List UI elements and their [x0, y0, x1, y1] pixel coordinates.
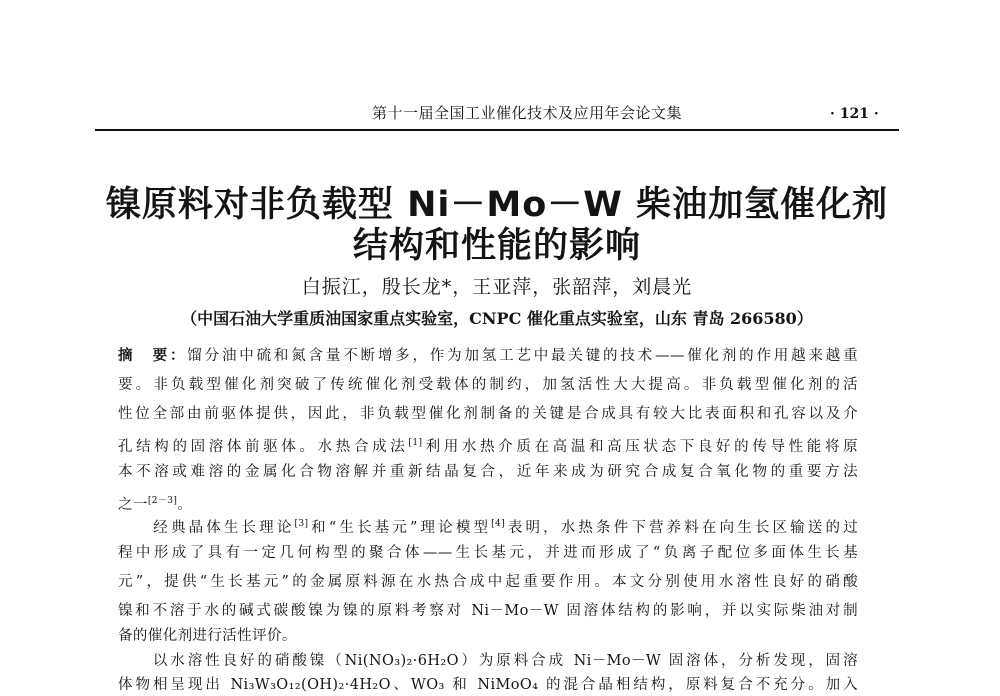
affiliation: （中国石油大学重质油国家重点实验室，CNPC 催化重点实验室，山东 青岛 266580）	[181, 309, 813, 328]
abstract-line-1	[118, 345, 858, 367]
page-number: · 121 ·	[830, 106, 879, 122]
title-line-2: 结构和性能的影响	[352, 226, 641, 266]
abstract-line-4: 孔结构的固溶体前驱体。水热合成法[1]利用水热介质在高温和高压状态下良好的传导性能将原	[118, 438, 858, 455]
citation-ref: [3]	[294, 519, 309, 529]
running-title: 第十一届全国工业催化技术及应用年会论文集	[372, 104, 683, 122]
body-line-7: 体物相呈现出 Ni₃W₃O₁₂(OH)₂·4H₂O、WO₃ 和 NiMoO₄ 的混合晶相结构，原料复合不充分。加入	[118, 677, 858, 693]
body-line-6: 以水溶性良好的硝酸镍（Ni(NO₃)₂·6H₂O）为原料合成 Ni－Mo－W 固溶体，分析发现，固溶	[118, 653, 858, 669]
title-line-1: 镍原料对非负载型 Ni－Mo－W 柴油加氢催化剂	[105, 185, 889, 225]
running-header	[0, 96, 1000, 130]
abstract-line-3: 性位全部由前驱体提供，因此，非负载型催化剂制备的关键是合成具有较大比表面积和孔容以及介	[118, 406, 858, 422]
body-line-1: 经典晶体生长理论[3]和“生长基元”理论模型[4]表明，水热条件下营养料在向生长区输送的过	[118, 519, 858, 536]
body-line-4: 镍和不溶于水的碱式碳酸镍为镍的原料考察对 Ni－Mo－W 固溶体结构的影响，并以实际柴油对制	[118, 603, 858, 619]
abstract-line-6: 之一[2－3]。	[118, 496, 193, 513]
abstract-line-5: 本不溶或难溶的金属化合物溶解并重新结晶复合，近年来成为研究合成复合氧化物的重要方法	[118, 464, 858, 480]
body-line-5: 备的催化剂进行活性评价。	[118, 628, 297, 644]
citation-ref: [4]	[491, 519, 506, 529]
header-rule	[95, 129, 899, 131]
citation-ref: [1]	[408, 438, 423, 448]
body-line-3: 元”，提供“生长基元”的金属原料源在水热合成中起重要作用。本文分别使用水溶性良好的硝酸	[118, 574, 858, 590]
abstract-label: 摘 要：	[118, 348, 188, 364]
citation-ref: [2－3]	[147, 496, 178, 506]
author-list: 白振江，殷长龙*，王亚萍，张韶萍，刘晨光	[301, 276, 693, 298]
abstract-line-1-text: 馏分油中硫和氮含量不断增多，作为加氢工艺中最关键的技术——催化剂的作用越来越重	[187, 348, 858, 364]
body-line-2: 程中形成了具有一定几何构型的聚合体——生长基元，并进而形成了“负离子配位多面体生长基	[118, 545, 858, 561]
abstract-line-2: 要。非负载型催化剂突破了传统催化剂受载体的制约，加氢活性大大提高。非负载型催化剂的活	[118, 377, 858, 393]
